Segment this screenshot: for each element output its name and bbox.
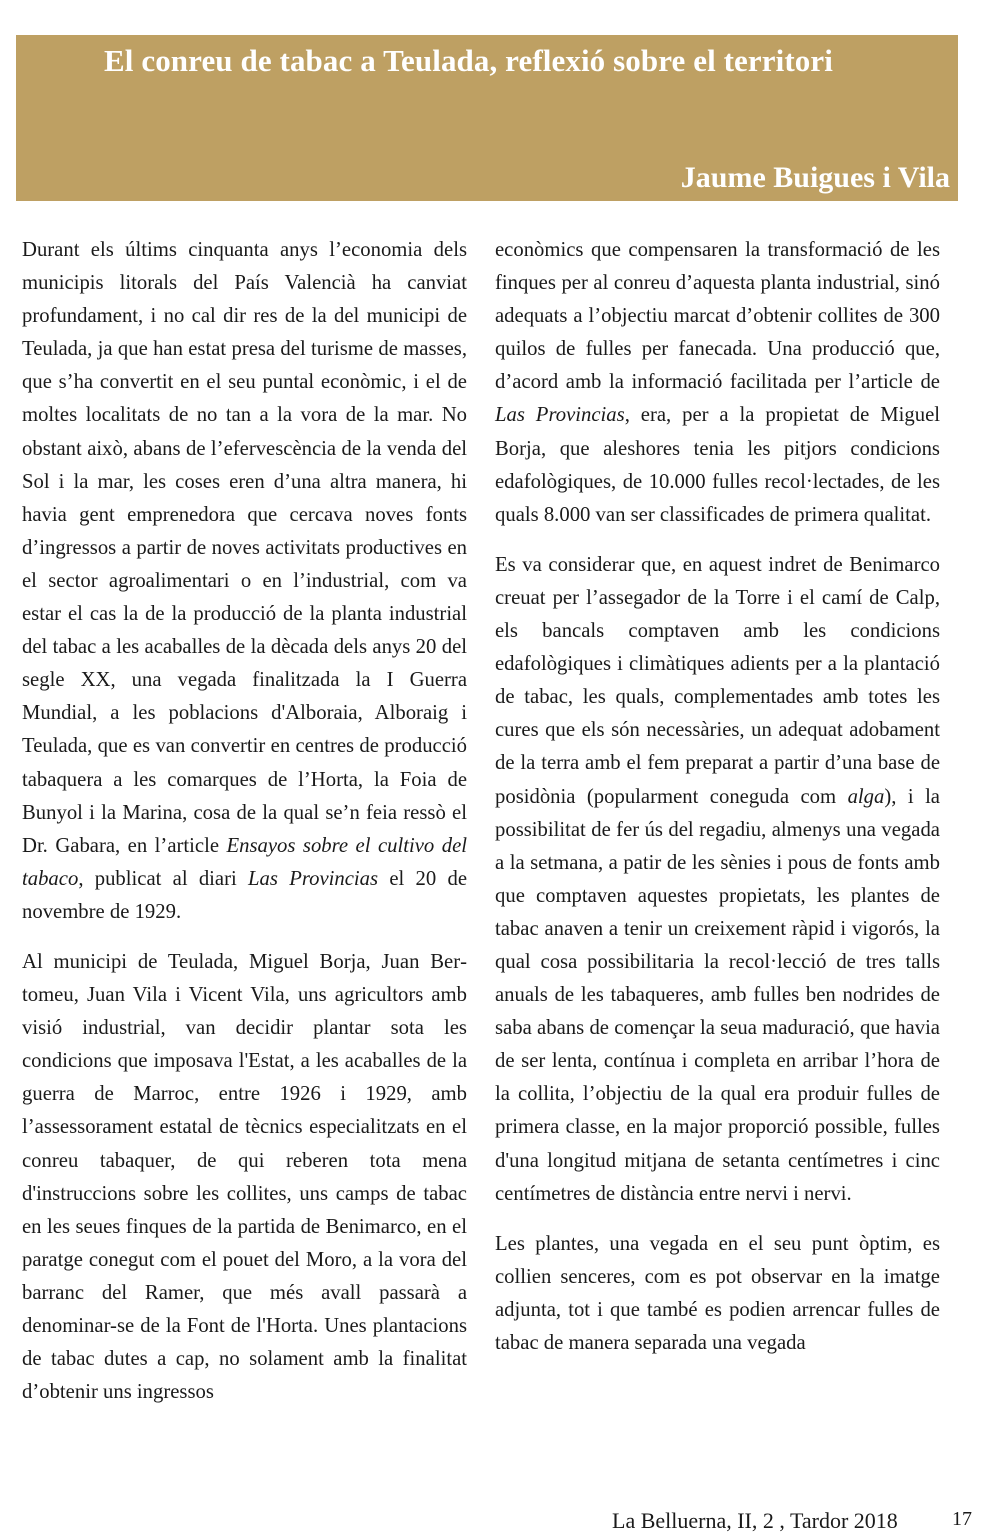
article-author: Jaume Buigues i Vila [680, 161, 950, 194]
paragraph: econòmics que compensaren la transformació de les finques per al conreu d’aquesta planta industrial, sinó adequats a l’objectiu marcat d’obtenir collites de 300 quilos de fulles per fanecada. Una producció que, d’acord amb la informació facilitada per l’article de Las Provincias, era, per a la propietat de Miguel Borja, que aleshores tenia les pitjors condicions edafològiques, de 10.000 fulles recol·lectades, de les quals 8.000 van ser classificades de primera qualitat. [495, 239, 941, 526]
header-band [16, 35, 958, 201]
italic-newspaper: Las Provincias [248, 867, 379, 890]
paragraph: Durant els últims cinquanta anys l’economia dels municipis litorals del País Valencià ha canviat profundament, i no cal dir res de la del municipi de Teulada, ja que han estat presa del turisme de masses, que s’ha convertit en el seu puntal econòmic, i el de moltes localitats de no tan a la vora de la mar. No obstant això, abans de l’efervescència de la venda del Sol i la mar, les coses eren d’una altra manera, hi havia gent emprenedora que cercava noves fonts d’ingressos a partir de noves activitats productives en el sector agroalimentari o en l’industrial, com va estar el cas la de la producció de la planta industrial del tabac a les acaballes de la dècada dels anys 20 del segle XX, una vegada finalitzada la I Guerra Mundial, a les poblacions d'Alboraia, Alboraig i Teulada, que es van convertir en centres de producció tabaquera a les comarques de l’Horta, la Foia de Bunyol i la Marina, cosa de la qual se’n feia ressò el Dr. Gabara, en l’article Ensayos sobre el cultivo del tabaco, publicat al diari Las Provincias el 20 de novembre de 1929. [22, 239, 467, 923]
publication-reference: La Belluerna, II, 2 , Tardor 2018 [612, 1508, 898, 1533]
left-column [22, 234, 467, 1426]
italic-term: alga [847, 785, 885, 808]
article-title: El conreu de tabac a Teulada, reflexió sobre el territori [104, 43, 833, 78]
page-number: 17 [952, 1508, 972, 1530]
italic-title: Ensayos sobre el cultivo del tabaco [22, 834, 467, 890]
paragraph: Al municipi de Teulada, Miguel Borja, Juan Bertomeu, Juan Vila i Vicent Vila, uns agricultors amb visió industrial, van decidir plantar sota les condicions que imposava l'Estat, a les acaballes de la guerra de Marroc, entre 1926 i 1929, amb l’assessorament estatal de tècnics especialitzats en el conreu tabaquer, de qui reberen tota mena d'instruccions sobre les collites, uns camps de tabac en les seues finques de la partida de Benimarco, en el paratge conegut com el pouet del Moro, a la vora del barranc del Ramer, que més avall passarà a denominar-se de la Font de l'Horta. Unes plantacions de tabac dutes a cap, no solament amb la finalitat d’obtenir uns ingressos [22, 950, 467, 1404]
italic-newspaper: Las Provincias [495, 404, 625, 427]
paragraph: Les plantes, una vegada en el seu punt òptim, es collien senceres, com es pot observar en la imatge adjunta, tot i que també es podien arrencar fulles de tabac de manera separada una vegada [495, 1232, 940, 1354]
paragraph: Es va considerar que, en aquest indret de Benimarco creuat per l’assegador de la Torre i el camí de Calp, els bancals comptaven amb les condicions edafològiques i climàtiques adients per a la plantació de tabac, les quals, complementades amb totes les cures que els són necessàries, un adequat adobament de la terra amb el fem preparat a partir d’una base de posidònia (popularment coneguda com alga), i la possibilitat de fer ús del regadiu, almenys una vegada a la setmana, a patir de les sènies i pous de fonts amb que comptaven aquestes propietats, les plantes de tabac anaven a tenir un creixement ràpid i vigorós, la qual cosa possibilitaria la recol·lecció de tres talls anuals de les tabaqueres, amb fulles ben nodrides de saba abans de començar la seua maduració, que havia de ser lenta, contínua i completa en arribar l’hora de la collita, l’objectiu de la qual era produir fulles de primera classe, en la major proporció possible, fulles d'una longitud mitjana de setanta centímetres i cinc centímetres de distància entre nervi i nervi. [495, 553, 940, 1205]
right-column [495, 234, 940, 1377]
